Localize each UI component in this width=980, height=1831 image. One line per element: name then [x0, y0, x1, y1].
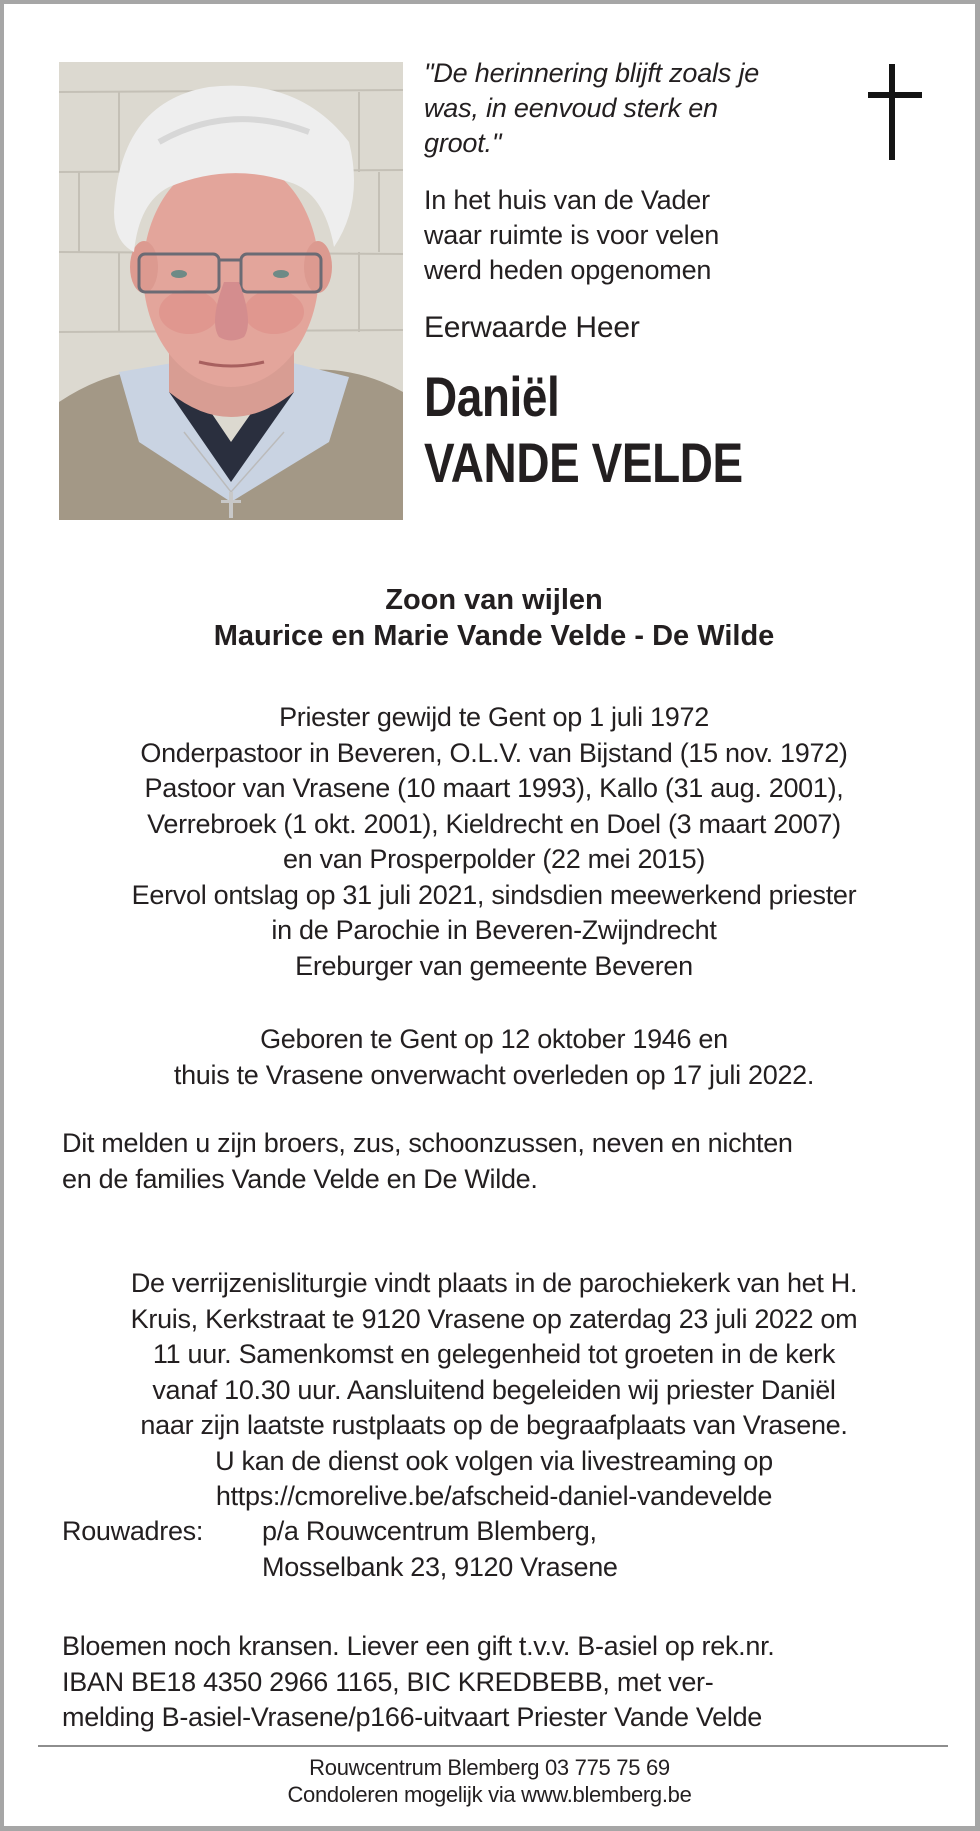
service-line: Kruis, Kerkstraat te 9120 Vrasene op zaterdag 23 juli 2022 om	[130, 1303, 858, 1334]
portrait-photo	[59, 62, 403, 520]
funeral-home-contact: Rouwcentrum Blemberg 03 775 75 69	[309, 1755, 670, 1780]
birth-death-section	[59, 1022, 929, 1093]
deceased-name	[424, 364, 777, 496]
service-line: 11 uur. Samenkomst en gelegenheid tot groeten in de kerk	[152, 1339, 836, 1369]
career-line: en van Prosperpolder (22 mei 2015)	[282, 844, 706, 874]
quote-line: groot."	[424, 128, 502, 158]
quote-line: "De herinnering blijft zoals je	[424, 58, 760, 88]
address-line: p/a Rouwcentrum Blemberg,	[262, 1516, 597, 1546]
livestream-link[interactable]: https://cmorelive.be/afscheid-daniel-vandevelde	[215, 1481, 773, 1511]
portrait-image	[59, 62, 403, 520]
memorial-quote	[424, 56, 854, 161]
first-name: Daniël	[424, 365, 560, 428]
career-line: Ereburger van gemeente Beveren	[295, 950, 693, 981]
intro-line: werd heden opgenomen	[424, 255, 712, 285]
gift-section	[62, 1629, 932, 1736]
career-line: in de Parochie in Beveren-Zwijndrecht	[271, 915, 717, 945]
family-section	[62, 1126, 932, 1197]
intro-line: waar ruimte is voor velen	[424, 220, 720, 250]
address-spacer	[62, 1550, 262, 1586]
career-line: Onderpastoor in Beveren, O.L.V. van Bijstand (15 nov. 1972)	[140, 737, 848, 768]
parents-section	[59, 582, 929, 654]
parents-intro: Zoon van wijlen	[385, 584, 603, 616]
right-column	[424, 56, 854, 496]
address-line: Mosselbank 23, 9120 Vrasene	[262, 1551, 618, 1582]
career-line: Eervol ontslag op 31 juli 2021, sindsdien meewerkend priester	[131, 879, 857, 910]
career-line: Pastoor van Vrasene (10 maart 1993), Kallo (31 aug. 2001),	[144, 773, 844, 803]
service-section	[59, 1266, 929, 1515]
last-name: VANDE VELDE	[424, 431, 743, 494]
footer	[4, 1754, 975, 1808]
condolence-link[interactable]: Condoleren mogelijk via www.blemberg.be	[287, 1782, 692, 1807]
gift-line: melding B-asiel-Vrasene/p166-uitvaart Priester Vande Velde	[62, 1702, 762, 1732]
birth-line: Geboren te Gent op 12 oktober 1946 en	[260, 1024, 728, 1054]
service-line: vanaf 10.30 uur. Aansluitend begeleiden wij priester Daniël	[152, 1374, 836, 1405]
family-line: en de families Vande Velde en De Wilde.	[62, 1163, 538, 1194]
career-line: Priester gewijd te Gent op 1 juli 1972	[279, 702, 709, 732]
honorific: Eerwaarde Heer	[424, 311, 640, 344]
footer-divider	[38, 1745, 948, 1747]
cross-icon	[864, 64, 924, 164]
intro-line: In het huis van de Vader	[424, 185, 710, 215]
address-label: Rouwadres:	[62, 1516, 204, 1546]
death-line: thuis te Vrasene onverwacht overleden op 17 juli 2022.	[173, 1059, 815, 1090]
address-row	[62, 1514, 932, 1550]
quote-line: was, in eenvoud sterk en	[424, 93, 718, 123]
gift-line: IBAN BE18 4350 2966 1165, BIC KREDBEBB, met ver-	[62, 1666, 714, 1697]
address-section	[62, 1514, 932, 1585]
obituary-card	[4, 4, 975, 1826]
service-line: De verrijzenisliturgie vindt plaats in de parochiekerk van het H.	[130, 1268, 858, 1298]
intro-text	[424, 183, 854, 288]
family-line: Dit melden u zijn broers, zus, schoonzussen, neven en nichten	[62, 1128, 793, 1158]
service-line: naar zijn laatste rustplaats op de begraafplaats van Vrasene.	[140, 1410, 848, 1440]
parents-names: Maurice en Marie Vande Velde - De Wilde	[213, 620, 775, 652]
career-line: Verrebroek (1 okt. 2001), Kieldrecht en Doel (3 maart 2007)	[147, 808, 841, 839]
gift-line: Bloemen noch kransen. Liever een gift t.v.v. B-asiel op rek.nr.	[62, 1631, 775, 1661]
address-row	[62, 1550, 932, 1586]
service-line: U kan de dienst ook volgen via livestreaming op	[215, 1445, 773, 1476]
career-section	[59, 700, 929, 984]
